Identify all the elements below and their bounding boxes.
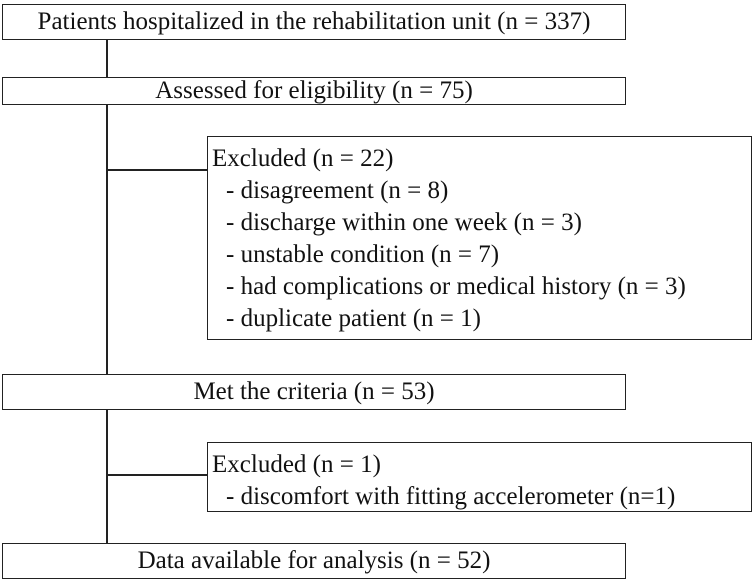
- connector-branch-2: [106, 474, 208, 476]
- exclusion-1-item: - unstable condition (n = 7): [226, 241, 500, 268]
- hospitalized-label: Patients hospitalized in the rehabilitation unit (n = 337): [37, 8, 591, 35]
- assessed-box: [2, 77, 626, 105]
- exclusion-box-1: [207, 136, 752, 340]
- exclusion-1-item: - had complications or medical history (n = 3): [226, 273, 686, 300]
- exclusion-box-2: [207, 442, 752, 512]
- exclusion-1-item: - disagreement (n = 8): [226, 177, 449, 204]
- exclusion-2-item: - discomfort with fitting accelerometer (n=1): [226, 483, 676, 510]
- connector-branch-1: [106, 169, 208, 171]
- connector-main-1: [106, 38, 108, 79]
- exclusion-1-item: - discharge within one week (n = 3): [226, 209, 582, 236]
- connector-main-2: [106, 103, 108, 376]
- analysis-box: [2, 543, 626, 579]
- met-criteria-label: Met the criteria (n = 53): [193, 378, 435, 405]
- met-criteria-box: [2, 374, 626, 410]
- exclusion-1-item: - duplicate patient (n = 1): [226, 305, 481, 332]
- connector-main-3: [106, 408, 108, 545]
- hospitalized-box: [2, 4, 626, 40]
- exclusion-1-title: Excluded (n = 22): [212, 145, 394, 172]
- exclusion-2-title: Excluded (n = 1): [212, 451, 381, 478]
- assessed-label: Assessed for eligibility (n = 75): [155, 77, 473, 104]
- analysis-label: Data available for analysis (n = 52): [137, 547, 491, 574]
